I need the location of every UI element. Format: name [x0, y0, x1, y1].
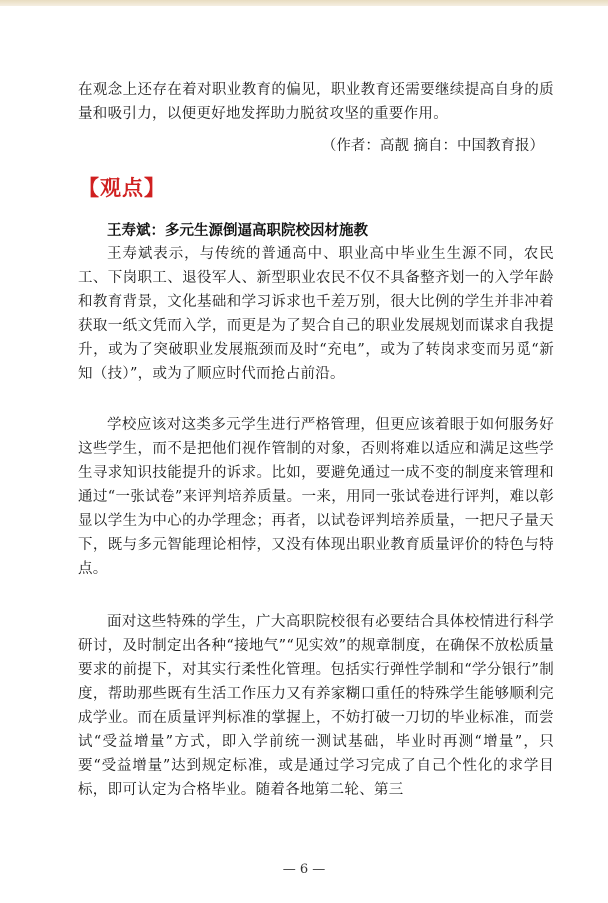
top-decorative-rule [0, 0, 608, 6]
body-paragraph-3: 面对这些特殊的学生，广大高职院校很有必要结合具体校情进行科学研讨，及时制定出各种“接地气”“见实效”的规章制度，在确保不放松质量要求的前提下，对其实行柔性化管理。包括实行弹性学制和“学分银行”制度，帮助那些既有生活工作压力又有养家糊口重任的特殊学生能够顺利完成学业。而在质量评判标准的掌握上，不妨打破一刀切的毕业标准，而尝试“受益增量”方式，即入学前统一测试基础，毕业时再测“增量”，只要“受益增量”达到规定标准，或是通过学习完成了自己个性化的求学目标，即可认定为合格毕业。随着各地第二轮、第三 [78, 614, 554, 798]
author-credit: （作者：高靓 摘自：中国教育报） [321, 138, 544, 154]
page-number: — 6 — [282, 862, 326, 877]
article-title: 王寿斌：多元生源倒逼高职院校因材施教 [107, 223, 368, 239]
section-heading: 【观点】 [78, 176, 166, 200]
body-paragraph-2: 学校应该对这类多元学生进行严格管理，但更应该着眼于如何服务好这些学生，而不是把他们视作管制的对象，否则将难以适应和满足这些学生寻求知识技能提升的诉求。比如，要避免通过一成不变的制度来管理和通过“一张试卷”来评判培养质量。一来，用同一张试卷进行评判，难以彰显以学生为中心的办学理念；再者，以试卷评判培养质量，一把尺子量天下，既与多元智能理论相悖，又没有体现出职业教育质量评价的特色与特点。 [78, 417, 554, 577]
body-paragraph-1: 王寿斌表示，与传统的普通高中、职业高中毕业生生源不同，农民工、下岗职工、退役军人、新型职业农民不仅不具备整齐划一的入学年龄和教育背景，文化基础和学习诉求也千差万别，很大比例的学生并非冲着获取一纸文凭而入学，而更是为了契合自己的职业发展规划而谋求自我提升，或为了突破职业发展瓶颈而及时“充电”，或为了转岗求变而另觅“新知（技）”，或为了顺应时代而抢占前沿。 [78, 246, 554, 382]
intro-paragraph: 在观念上还存在着对职业教育的偏见，职业教育还需要继续提高自身的质量和吸引力，以便更好地发挥助力脱贫攻坚的重要作用。 [78, 82, 554, 122]
